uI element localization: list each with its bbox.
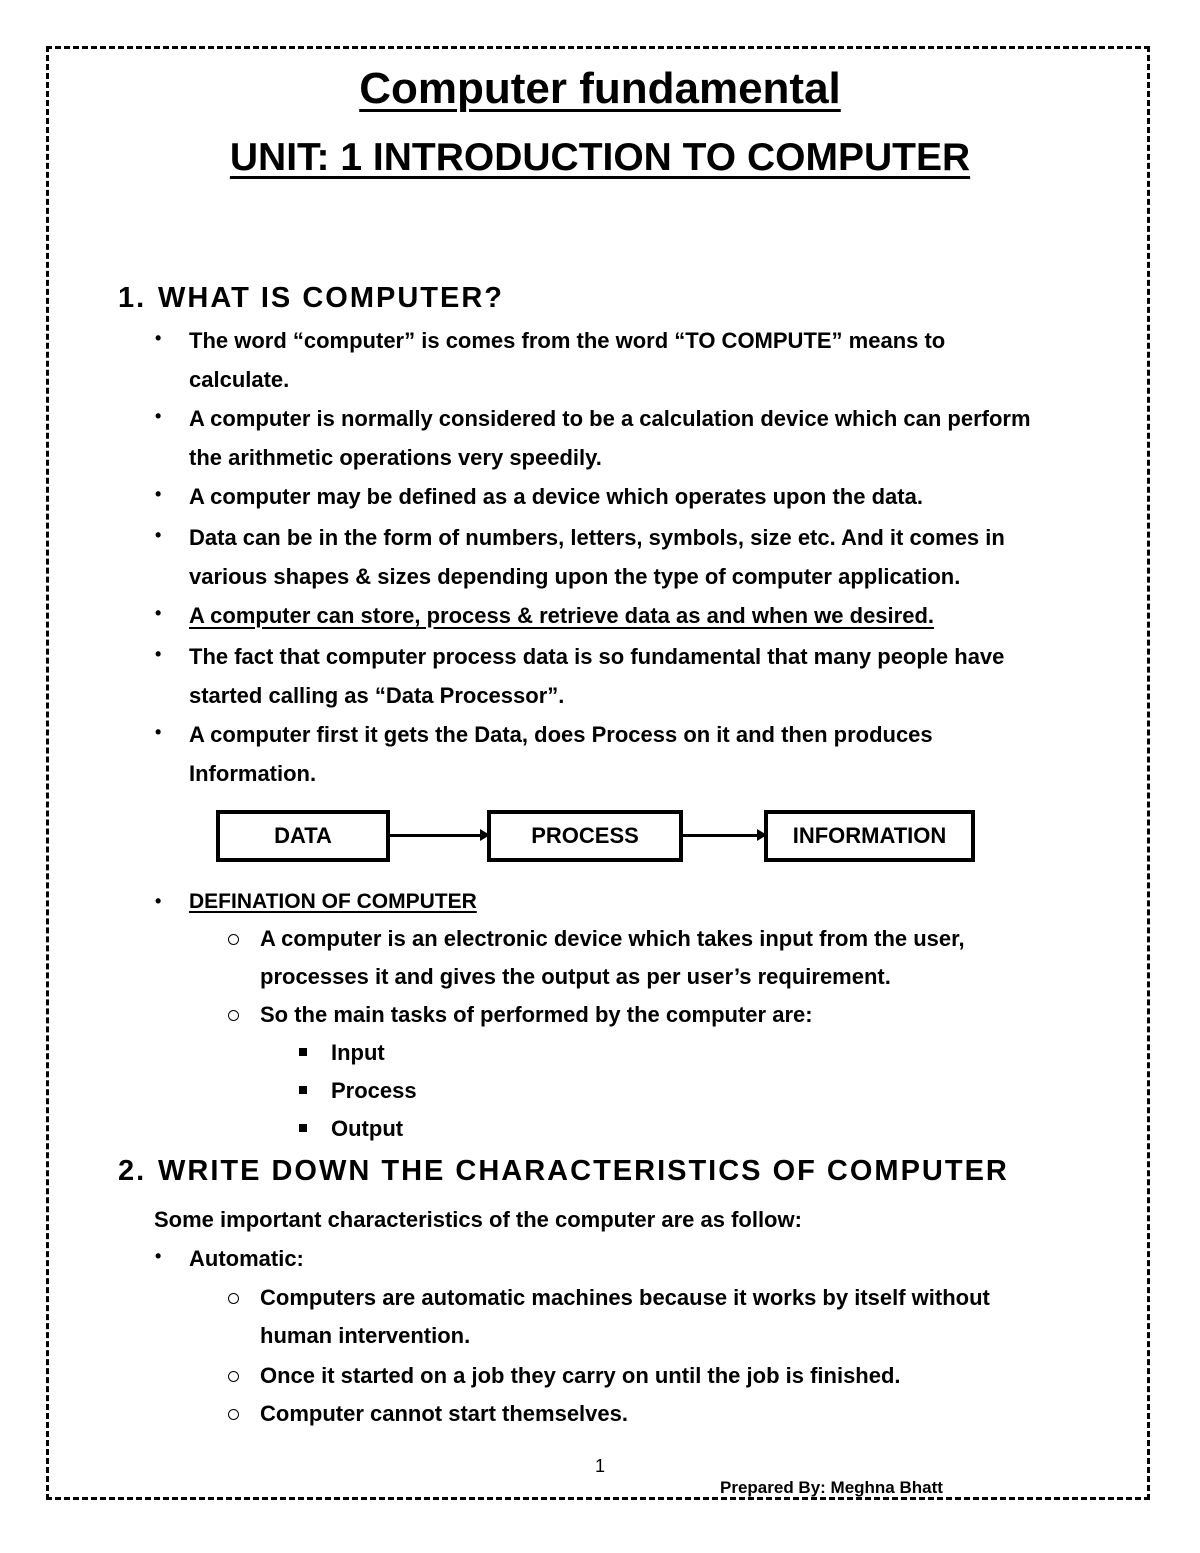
bullet-icon: • (155, 891, 162, 911)
square-bullet-icon (299, 1086, 307, 1094)
definition-line: So the main tasks of performed by the computer are: (260, 1002, 813, 1027)
bullet-line: The fact that computer process data is so fundamental that many people have (189, 644, 1005, 669)
section-2-intro: Some important characteristics of the computer are as follow: (154, 1207, 802, 1232)
task-item-process: Process (331, 1078, 417, 1103)
prepared-by: Prepared By: Meghna Bhatt (720, 1478, 943, 1497)
definition-heading: DEFINATION OF COMPUTER (189, 890, 477, 913)
flow-box-information: INFORMATION (764, 810, 975, 862)
circle-bullet-icon (228, 1409, 239, 1420)
bullet-icon: • (155, 722, 162, 742)
bullet-icon: • (155, 525, 162, 545)
section-2-heading (118, 1155, 1009, 1188)
section-1-number: 1. (118, 282, 147, 314)
square-bullet-icon (299, 1048, 307, 1056)
definition-line: A computer is an electronic device which takes input from the user, (260, 926, 965, 951)
flow-box-data: DATA (216, 810, 390, 862)
task-item-output: Output (331, 1116, 404, 1141)
bullet-icon: • (155, 603, 162, 623)
characteristic-line: Once it started on a job they carry on until the job is finished. (260, 1363, 901, 1388)
bullet-icon: • (155, 406, 162, 426)
bullet-line: the arithmetic operations very speedily. (189, 445, 602, 470)
bullet-line: started calling as “Data Processor”. (189, 683, 565, 708)
section-2-title: WRITE DOWN THE CHARACTERISTICS OF COMPUTER (158, 1155, 1009, 1187)
flow-arrow-line (683, 834, 757, 837)
characteristic-line: Computers are automatic machines because it works by itself without (260, 1285, 990, 1310)
characteristic-line: human intervention. (260, 1323, 471, 1348)
bullet-icon: • (155, 1246, 162, 1266)
bullet-line: A computer is normally considered to be a calculation device which can perform (189, 406, 1031, 431)
bullet-line: A computer may be defined as a device which operates upon the data. (189, 484, 923, 509)
bullet-line: various shapes & sizes depending upon the type of computer application. (189, 564, 961, 589)
bullet-icon: • (155, 328, 162, 348)
circle-bullet-icon (228, 1293, 239, 1304)
flow-box-process: PROCESS (487, 810, 683, 862)
bullet-line: Information. (189, 761, 317, 786)
bullet-line: calculate. (189, 367, 290, 392)
unit-title: UNIT: 1 INTRODUCTION TO COMPUTER (229, 136, 971, 179)
section-1-title: WHAT IS COMPUTER? (158, 282, 504, 314)
bullet-icon: • (155, 644, 162, 664)
bullet-line-underlined: A computer can store, process & retrieve data as and when we desired. (189, 603, 935, 628)
section-1-heading (118, 282, 504, 315)
square-bullet-icon (299, 1124, 307, 1132)
bullet-icon: • (155, 484, 162, 504)
circle-bullet-icon (228, 1371, 239, 1382)
bullet-line: A computer first it gets the Data, does Process on it and then produces (189, 722, 933, 747)
characteristic-automatic: Automatic: (189, 1246, 304, 1271)
section-2-number: 2. (118, 1155, 147, 1187)
characteristic-line: Computer cannot start themselves. (260, 1401, 628, 1426)
circle-bullet-icon (228, 934, 239, 945)
flow-arrow-line (390, 834, 480, 837)
document-title: Computer fundamental (359, 64, 841, 113)
definition-line: processes it and gives the output as per user’s requirement. (260, 964, 891, 989)
bullet-line: Data can be in the form of numbers, letters, symbols, size etc. And it comes in (189, 525, 1005, 550)
task-item-input: Input (331, 1040, 385, 1065)
circle-bullet-icon (228, 1010, 239, 1021)
bullet-line: The word “computer” is comes from the word “TO COMPUTE” means to (189, 328, 946, 353)
page-number: 1 (594, 1456, 605, 1476)
